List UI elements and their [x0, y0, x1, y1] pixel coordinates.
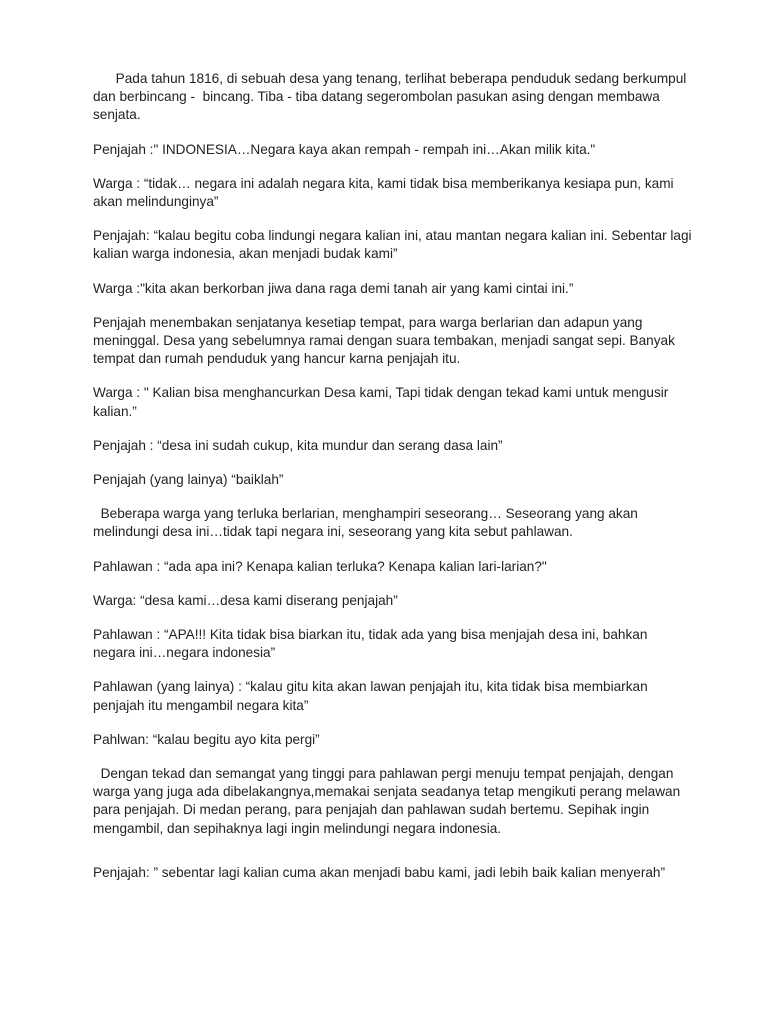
paragraph-narration: Penjajah menembakan senjatanya kesetiap tempat, para warga berlarian dan adapun yang meninggal. Desa yang sebelumnya ramai dengan suara tembakan, menjadi sangat sepi. Banyak tempat dan rumah penduduk yang hancur karna penjajah itu. — [93, 314, 679, 367]
paragraph-dialogue: Penjajah: “kalau begitu coba lindungi negara kalian ini, atau mantan negara kalian ini. Sebentar lagi kalian warga indonesia, akan menjadi budak kami” — [93, 228, 696, 262]
paragraph-dialogue: Pahlawan (yang lainya) : “kalau gitu kita akan lawan penjajah itu, kita tidak bisa membiarkan penjajah itu mengambil negara kita” — [93, 679, 652, 713]
paragraph-narration: Dengan tekad dan semangat yang tinggi para pahlawan pergi menuju tempat penjajah, dengan warga yang juga ada dibelakangnya,memakai senjata seadanya tetap mengikuti perang melawan para penjajah. Di medan perang, para penjajah dan pahlawan sudah bertemu. Sepihak ingin mengambil, dan sepihaknya lagi ingin melindungi negara indonesia. — [93, 766, 684, 836]
paragraph-dialogue: Pahlwan: “kalau begitu ayo kita pergi” — [93, 731, 320, 747]
paragraph-dialogue: Penjajah: ” sebentar lagi kalian cuma akan menjadi babu kami, jadi lebih baik kalian menyerah” — [93, 864, 666, 880]
paragraph-dialogue: Warga :"kita akan berkorban jiwa dana raga demi tanah air yang kami cintai ini.” — [93, 280, 574, 296]
paragraph-dialogue: Penjajah : “desa ini sudah cukup, kita mundur dan serang dasa lain” — [93, 437, 503, 453]
paragraph-dialogue: Pahlawan : “APA!!! Kita tidak bisa biarkan itu, tidak ada yang bisa menjajah desa ini, bahkan negara ini…negara indonesia” — [93, 627, 652, 661]
document-page — [93, 70, 696, 898]
paragraph-dialogue: Warga : " Kalian bisa menghancurkan Desa kami, Tapi tidak dengan tekad kami untuk mengusir kalian.” — [93, 385, 673, 419]
paragraph-dialogue: Warga : “tidak… negara ini adalah negara kita, kami tidak bisa memberikanya kesiapa pun, kami akan melindunginya” — [93, 175, 678, 210]
paragraph-dialogue: Pahlawan : “ada apa ini? Kenapa kalian terluka? Kenapa kalian lari-larian?" — [93, 558, 547, 574]
paragraph-dialogue: Penjajah (yang lainya) “baiklah” — [93, 472, 284, 488]
paragraph-dialogue: Warga: “desa kami…desa kami diserang penjajah” — [93, 592, 398, 608]
paragraph-intro: Pada tahun 1816, di sebuah desa yang tenang, terlihat beberapa penduduk sedang berkumpul dan berbincang - bincang. Tiba - tiba datang segerombolan pasukan asing dengan membawa senjata. — [93, 71, 691, 123]
paragraph-narration: Beberapa warga yang terluka berlarian, menghampiri seseorang… Seseorang yang akan melindungi desa ini…tidak tapi negara ini, seseorang yang kita sebut pahlawan. — [93, 506, 642, 540]
paragraph-dialogue: Penjajah :" INDONESIA…Negara kaya akan rempah - rempah ini…Akan milik kita." — [93, 141, 596, 157]
